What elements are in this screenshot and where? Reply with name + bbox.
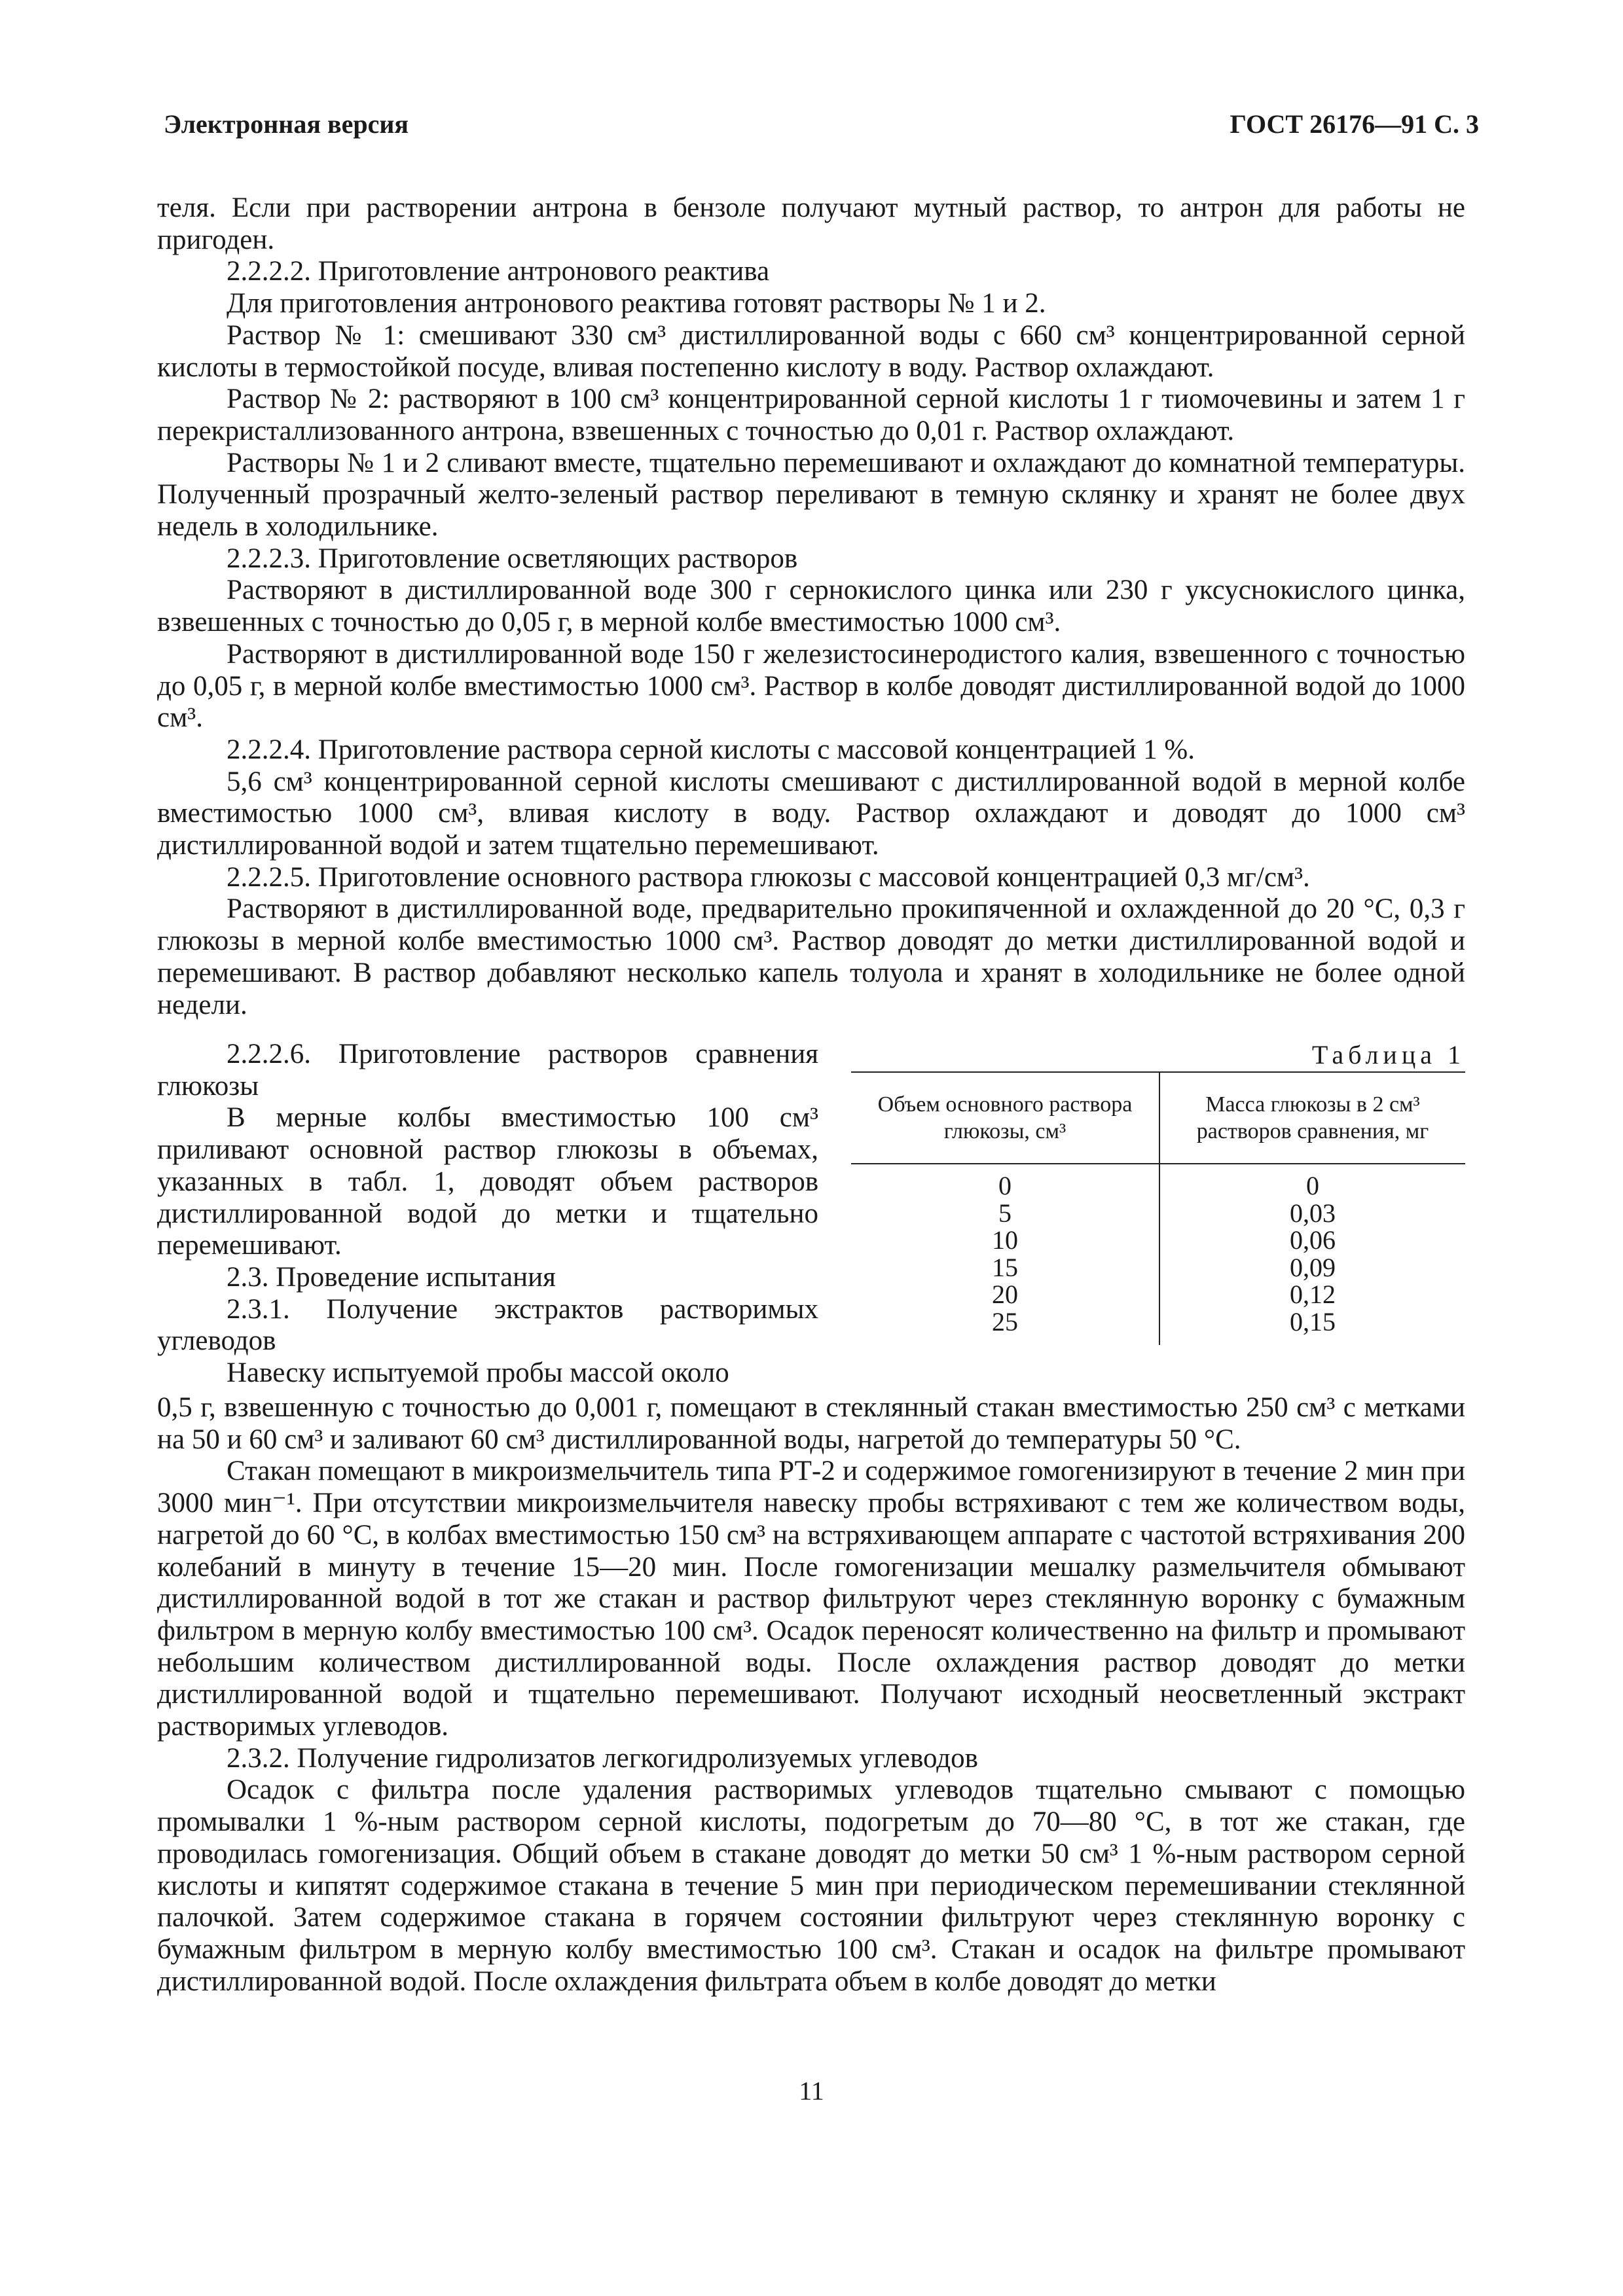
- cell-volume: 25: [992, 1306, 1018, 1336]
- table-row: [851, 1281, 1465, 1308]
- text-block-top: [157, 192, 1465, 1021]
- cell-volume: 5: [998, 1198, 1012, 1228]
- paragraph: Раствор № 1: смешивают 330 см³ дистиллированной воды с 660 см³ концентрированной серной кислоты в термостойкой посуде, вливая постепенно кислоту в воду. Раствор охлаждают.: [157, 319, 1465, 383]
- table-caption: Таблица 1: [1311, 1040, 1465, 1069]
- paragraph: 2.2.2.6. Приготовление растворов сравнения глюкозы: [157, 1039, 818, 1102]
- header-right: ГОСТ 26176—91 С. 3: [1230, 109, 1479, 139]
- cell-mass: 0: [1306, 1171, 1319, 1200]
- paragraph: Осадок с фильтра после удаления растворимых углеводов тщательно смывают с помощью промывалки 1 %-ным раствором серной кислоты, подогретым до 70—80 °С, в тот же стакан, где проводилась гомогенизация. Общий объем в стакане доводят до метки 50 см³ 1 %-ным раствором серной кислоты и кипятят содержимое стакана в течение 5 мин при периодическом перемешивании стеклянной палочкой. Затем содержимое стакана в горячем состоянии фильтруют через стеклянную воронку с бумажным фильтром в мерную колбу вместимостью 100 см³. Стакан и осадок на фильтре промывают дистиллированной водой. После охлаждения фильтрата объем в колбе доводят до метки: [157, 1774, 1465, 1997]
- table-row: [851, 1172, 1465, 1200]
- paragraph: Растворяют в дистиллированной воде 300 г сернокислого цинка или 230 г уксуснокислого цинка, взвешенных с точностью до 0,05 г, в мерной колбе вместимостью 1000 см³.: [157, 575, 1465, 638]
- paragraph: Растворяют в дистиллированной воде 150 г железистосинеродистого калия, взвешенного с точностью до 0,05 г, в мерной колбе вместимостью 1000 см³. Раствор в колбе доводят дистиллированной водой до 1000 см³.: [157, 638, 1465, 734]
- paragraph: В мерные колбы вместимостью 100 см³ приливают основной раствор глюкозы в объемах, указанных в табл. 1, доводят объем растворов дистиллированной водой до метки и тщательно перемешивают.: [157, 1102, 818, 1261]
- paragraph: Растворы № 1 и 2 сливают вместе, тщательно перемешивают и охлаждают до комнатной температуры. Полученный прозрачный желто-зеленый раствор переливают в темную склянку и хранят не более двух недель в холодильнике.: [157, 447, 1465, 543]
- table-row: [851, 1200, 1465, 1227]
- paragraph: Для приготовления антронового реактива готовят растворы № 1 и 2.: [227, 288, 1046, 319]
- paragraph: 2.2.2.4. Приготовление раствора серной кислоты с массовой концентрацией 1 %.: [227, 734, 1195, 765]
- header-left: Электронная версия: [164, 109, 409, 139]
- paragraph: 2.3.2. Получение гидролизатов легкогидролизуемых углеводов: [227, 1742, 978, 1774]
- paragraph: Стакан помещают в микроизмельчитель типа РТ-2 и содержимое гомогенизируют в течение 2 мин при 3000 мин⁻¹. При отсутствии микроизмельчителя навеску пробы встряхивают с тем же количеством воды, нагретой до 60 °С, в колбах вместимостью 150 см³ на встряхивающем аппарате с частотой встряхивания 200 колебаний в минуту в течение 15—20 мин. После гомогенизации мешалку размельчителя обмывают дистиллированной водой в тот же стакан и раствор фильтруют через стеклянную воронку с бумажным фильтром в мерную колбу вместимостью 100 см³. Осадок переносят количественно на фильтр и промывают небольшим количеством дистиллированной воды. После охлаждения раствор доводят до метки дистиллированной водой и тщательно перемешивают. Получают исходный неосветленный экстракт растворимых углеводов.: [157, 1456, 1465, 1742]
- paragraph: 2.2.2.2. Приготовление антронового реактива: [227, 256, 770, 287]
- page-number: 11: [799, 2076, 824, 2106]
- table-body: [851, 1164, 1465, 1348]
- data-table: [851, 1071, 1465, 1348]
- cell-mass: 0,15: [1290, 1306, 1336, 1336]
- cell-volume: 20: [992, 1280, 1018, 1309]
- text-column-left: [157, 1039, 818, 1390]
- table-header-row: [851, 1071, 1465, 1164]
- paragraph: 0,5 г, взвешенную с точностью до 0,001 г, помещают в стеклянный стакан вместимостью 250 см³ с метками на 50 и 60 см³ и заливают 60 см³ дистиллированной воды, нагретой до температуры 50 °С.: [157, 1392, 1465, 1455]
- cell-mass: 0,12: [1290, 1280, 1336, 1309]
- paragraph: 2.3.1. Получение экстрактов растворимых углеводов: [157, 1293, 818, 1357]
- cell-volume: 10: [992, 1225, 1018, 1255]
- paragraph: теля. Если при растворении антрона в бензоле получают мутный раствор, то антрон для работы не пригоден.: [157, 192, 1465, 255]
- cell-mass: 0,06: [1290, 1225, 1336, 1255]
- cell-mass: 0,03: [1290, 1198, 1336, 1228]
- paragraph: 5,6 см³ концентрированной серной кислоты смешивают с дистиллированной водой в мерной колбе вместимостью 1000 см³, вливая кислоту в воду. Раствор охлаждают и доводят до 1000 см³ дистиллированной водой и затем тщательно перемешивают.: [157, 766, 1465, 861]
- table-row: [851, 1308, 1465, 1336]
- paragraph: 2.3. Проведение испытания: [227, 1261, 556, 1293]
- paragraph: 2.2.2.3. Приготовление осветляющих растворов: [227, 543, 798, 574]
- table-row: [851, 1227, 1465, 1254]
- cell-mass: 0,09: [1290, 1252, 1336, 1282]
- paragraph: Растворяют в дистиллированной воде, предварительно прокипяченной и охлажденной до 20 °С, 0,3 г глюкозы в мерной колбе вместимостью 1000 см³. Раствор доводят до метки дистиллированной водой и перемешивают. В раствор добавляют несколько капель толуола и хранят в холодильнике не более одной недели.: [157, 893, 1465, 1020]
- cell-volume: 15: [992, 1252, 1018, 1282]
- paragraph: 2.2.2.5. Приготовление основного раствора глюкозы с массовой концентрацией 0,3 мг/см³.: [227, 861, 1310, 893]
- table-header-volume: Объем основного раствора глюкозы, см³: [877, 1092, 1133, 1143]
- paragraph: Раствор № 2: растворяют в 100 см³ концентрированной серной кислоты 1 г тиомочевины и затем 1 г перекристаллизованного антрона, взвешенных с точностью до 0,01 г. Раствор охлаждают.: [157, 384, 1465, 446]
- paragraph: Навеску испытуемой пробы массой около: [227, 1357, 729, 1389]
- table-1: [851, 1039, 1465, 1348]
- cell-volume: 0: [998, 1171, 1012, 1200]
- table-header-mass: Масса глюкозы в 2 см³ растворов сравнения, мг: [1196, 1092, 1429, 1143]
- text-block-bottom: [157, 1392, 1465, 1998]
- table-row: [851, 1254, 1465, 1282]
